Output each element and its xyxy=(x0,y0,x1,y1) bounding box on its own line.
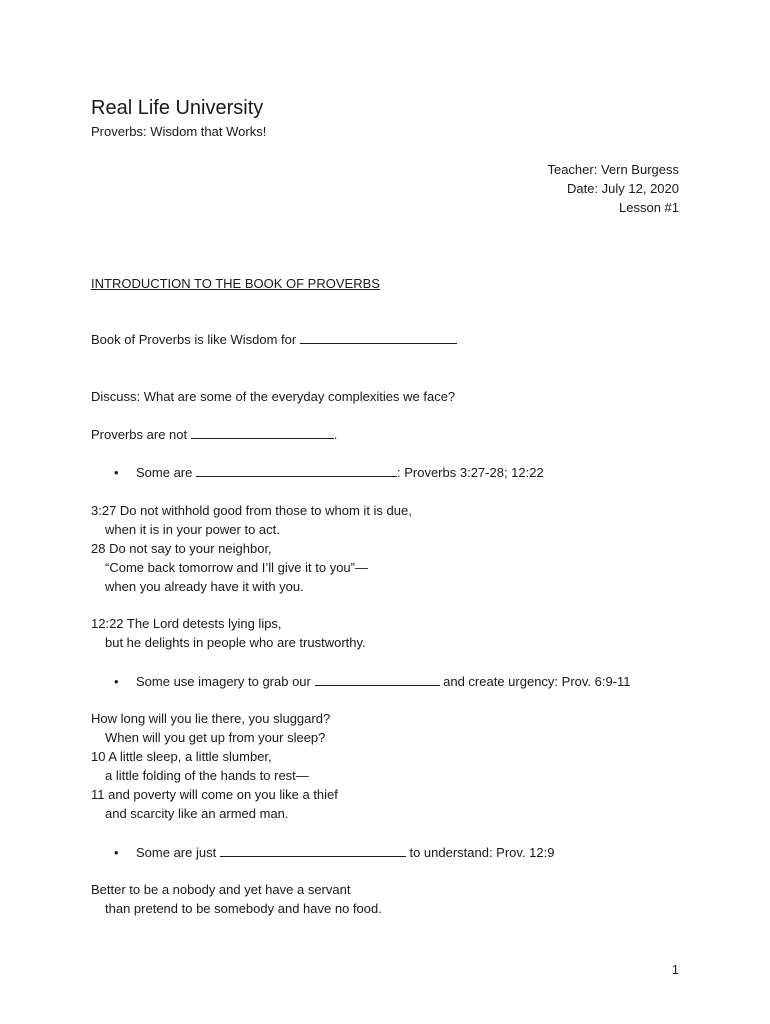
bullet-text: Some use imagery to grab our xyxy=(136,674,311,689)
fill-in-blank xyxy=(300,331,457,344)
verse-line: than pretend to be somebody and have no food. xyxy=(105,901,382,916)
bullet-text: to understand: Prov. 12:9 xyxy=(409,845,555,860)
lesson-date: Date: July 12, 2020 xyxy=(566,181,679,196)
bullet-point: • xyxy=(114,845,119,860)
fill-in-blank xyxy=(220,844,406,857)
verse-line: When will you get up from your sleep? xyxy=(105,730,326,745)
verse-block-3 xyxy=(91,709,338,823)
verse-line: a little folding of the hands to rest— xyxy=(105,768,309,783)
fill-in-blank xyxy=(191,426,334,439)
verse-line: and scarcity like an armed man. xyxy=(105,806,289,821)
bullet-text: Some are just xyxy=(136,845,217,860)
verse-block-4 xyxy=(91,880,382,918)
bullet-text: : Proverbs 3:27-28; 12:22 xyxy=(397,465,544,480)
fill-in-line-not xyxy=(91,425,337,444)
bullet-point: • xyxy=(114,674,119,689)
fill-in-blank xyxy=(196,464,397,477)
verse-line: How long will you lie there, you sluggard? xyxy=(91,711,331,726)
bullet-item-3 xyxy=(136,843,554,862)
verse-line: 3:27 Do not withhold good from those to whom it is due, xyxy=(91,503,412,518)
bullet-text: and create urgency: Prov. 6:9-11 xyxy=(443,674,631,689)
verse-line: when it is in your power to act. xyxy=(105,522,280,537)
page-number: 1 xyxy=(671,962,679,977)
verse-line: 10 A little sleep, a little slumber, xyxy=(91,749,272,764)
verse-line: “Come back tomorrow and I’ll give it to you”— xyxy=(105,560,368,575)
fill-in-line-wisdom xyxy=(91,330,457,349)
fill-in-text: Book of Proverbs is like Wisdom for xyxy=(91,332,297,347)
lesson-number: Lesson #1 xyxy=(619,200,679,215)
verse-line: when you already have it with you. xyxy=(105,579,304,594)
fill-in-blank xyxy=(315,673,440,686)
section-heading: INTRODUCTION TO THE BOOK OF PROVERBS xyxy=(91,276,380,291)
verse-line: Better to be a nobody and yet have a servant xyxy=(91,882,351,897)
verse-line: 11 and poverty will come on you like a thief xyxy=(91,787,338,802)
fill-in-text: Proverbs are not xyxy=(91,427,188,442)
bullet-text: Some are xyxy=(136,465,193,480)
discussion-prompt: Discuss: What are some of the everyday complexities we face? xyxy=(91,389,456,404)
teacher-name: Teacher: Vern Burgess xyxy=(547,162,679,177)
bullet-point: • xyxy=(114,465,119,480)
verse-line: 12:22 The Lord detests lying lips, xyxy=(91,616,282,631)
verse-line: but he delights in people who are trustworthy. xyxy=(105,635,366,650)
page-subtitle: Proverbs: Wisdom that Works! xyxy=(91,124,267,139)
verse-line: 28 Do not say to your neighbor, xyxy=(91,541,272,556)
page-title: Real Life University xyxy=(91,97,264,119)
verse-block-1 xyxy=(91,501,412,596)
fill-in-text: . xyxy=(333,427,338,442)
bullet-item-1 xyxy=(136,463,544,482)
bullet-item-2 xyxy=(136,672,631,691)
verse-block-2 xyxy=(91,614,366,652)
